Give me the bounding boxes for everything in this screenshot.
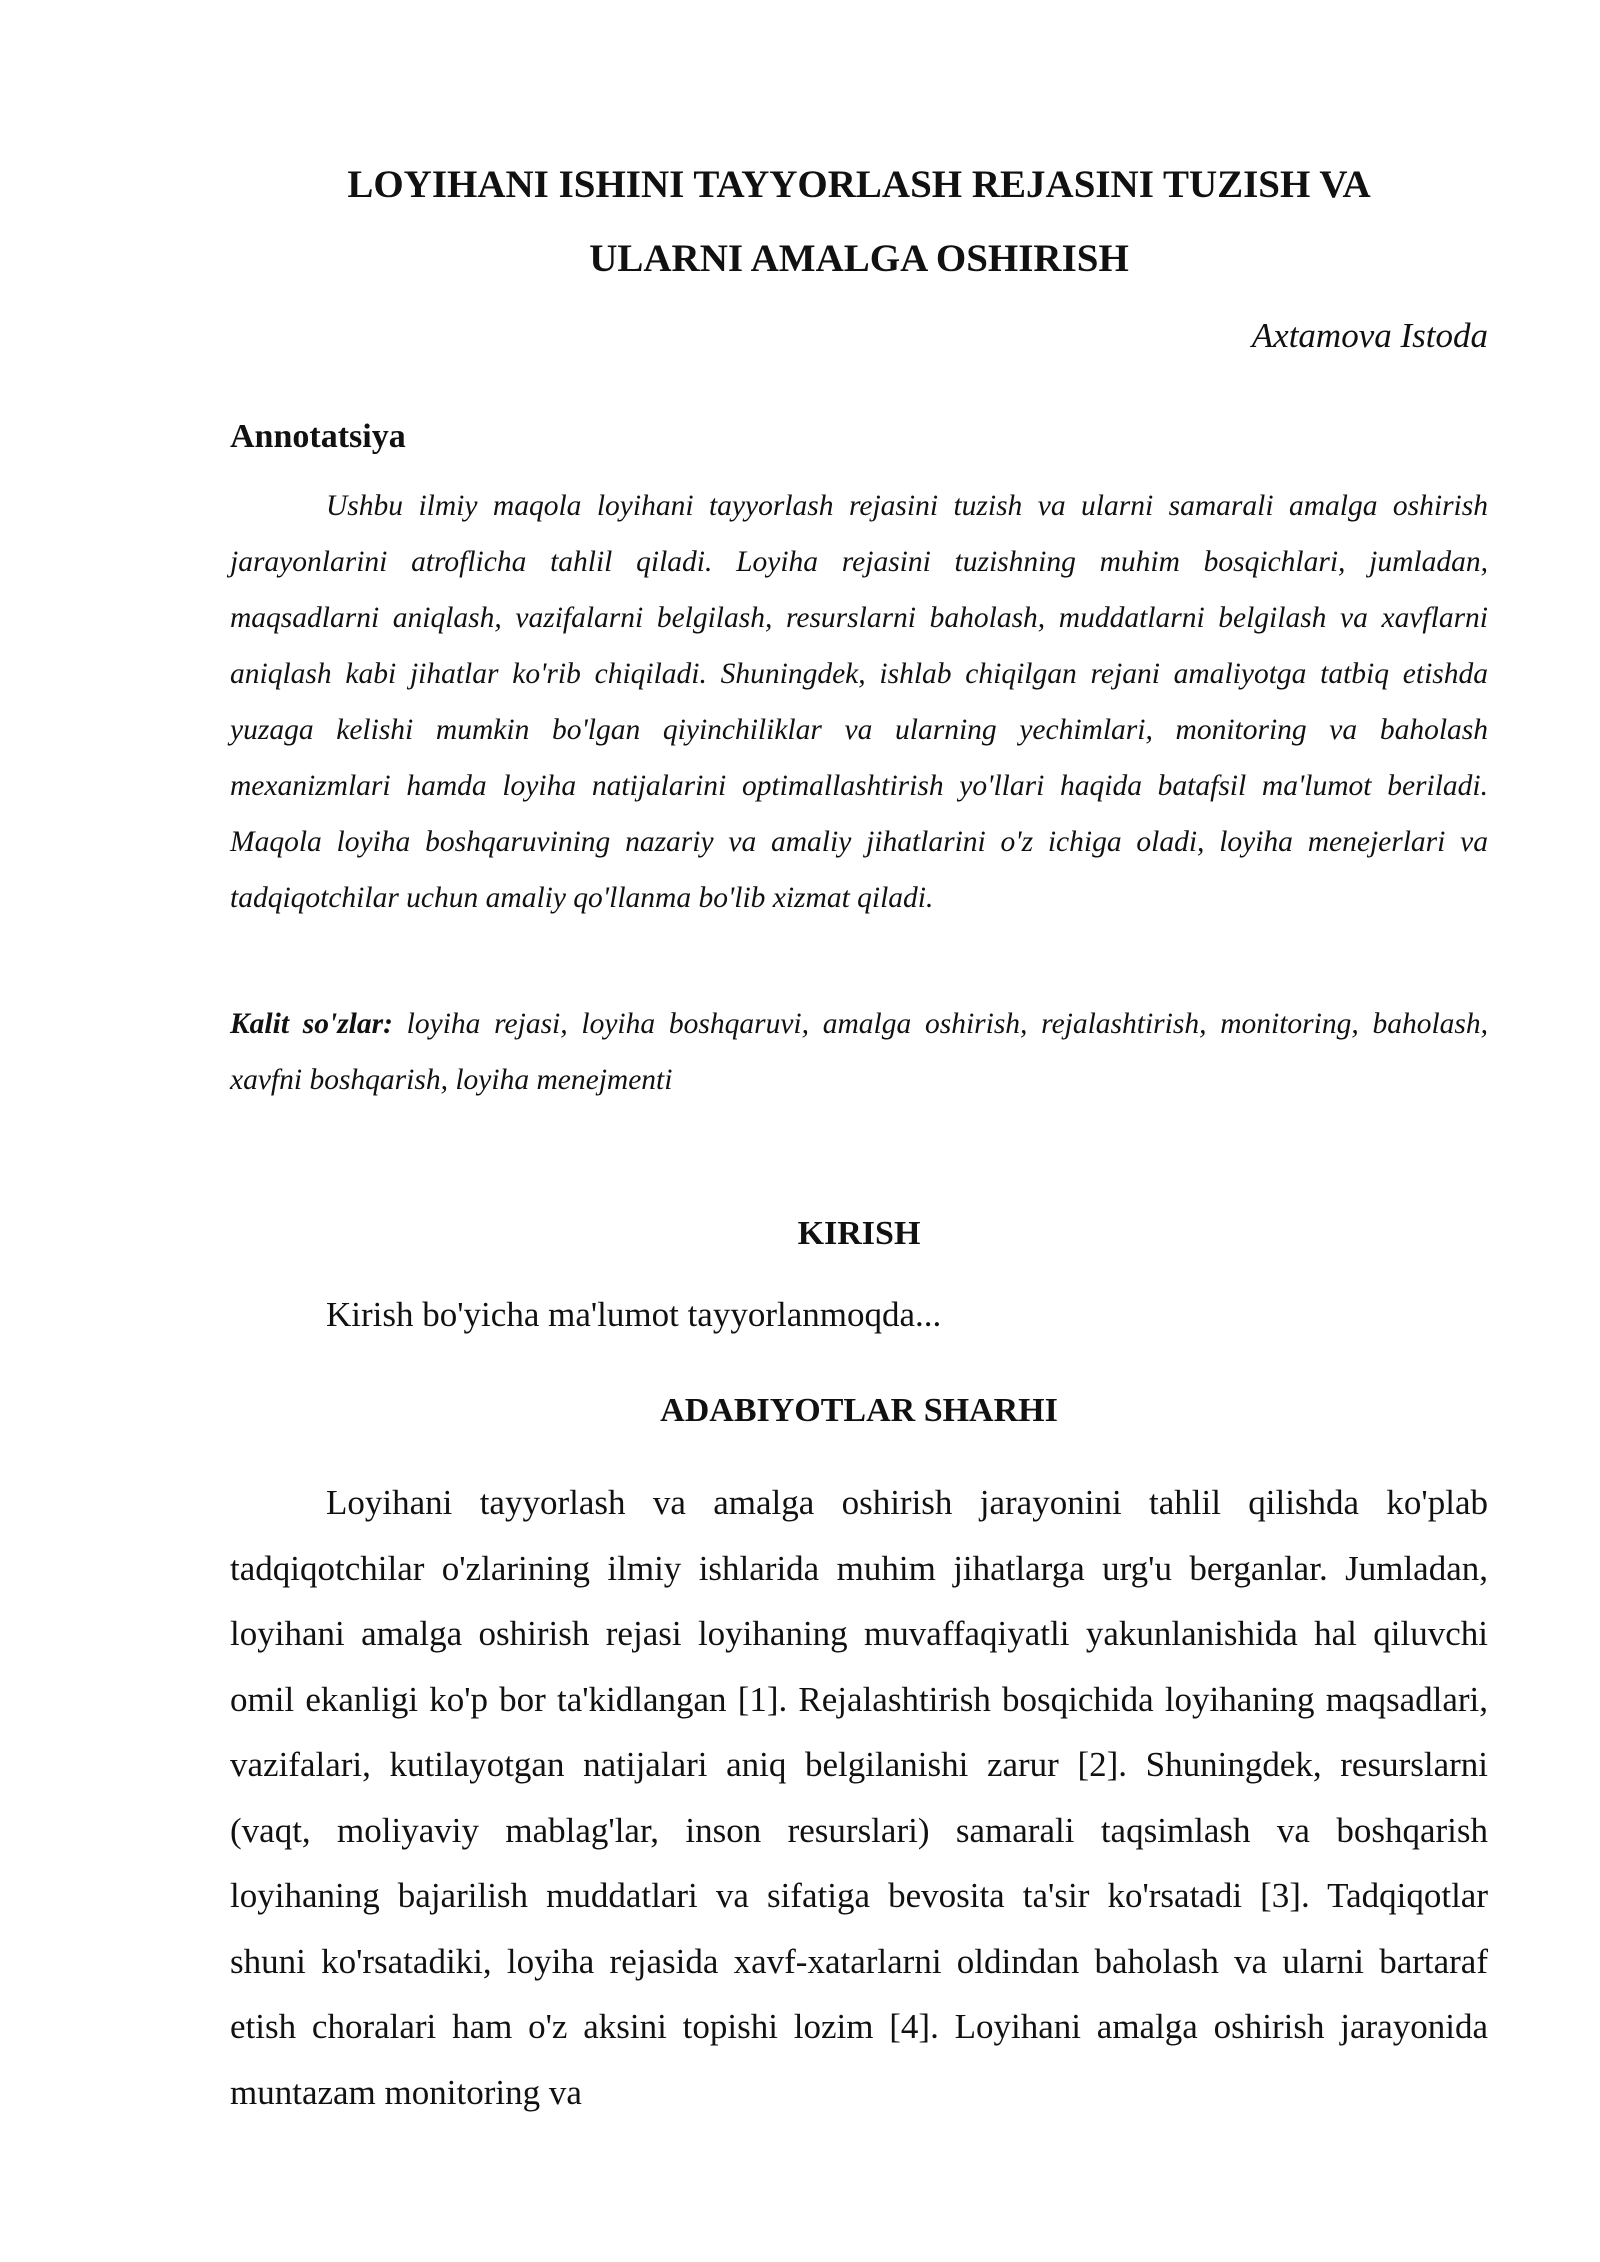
keywords-label: Kalit so'zlar:	[230, 1008, 393, 1040]
annotation-heading: Annotatsiya	[230, 418, 406, 455]
literature-review-heading: ADABIYOTLAR SHARHI	[660, 1392, 1058, 1429]
intro-heading: KIRISH	[797, 1215, 921, 1252]
literature-review-text: Loyihani tayyorlash va amalga oshirish jarayonini tahlil qilishda ko'plab tadqiqotchilar o'zlarining ilmiy ishlarida muhim jihatlarga urg'u berganlar. Jumladan, loyihani amalga oshirish rejasi loyihaning muvaffaqiyatli yakunlanishida hal qiluvchi omil ekanligi ko'p bor ta'kidlangan [1]. Rejalashtirish bosqichida loyihaning maqsadlari, vazifalari, kutilayotgan natijalari aniq belgilanishi zarur [2]. Shuningdek, resurslarni (vaqt, moliyaviy mablag'lar, inson resurslari) samarali taqsimlash va boshqarish loyihaning bajarilish muddatlari va sifatiga bevosita ta'sir ko'rsatadi [3]. Tadqiqotlar shuni ko'rsatadiki, loyiha rejasida xavf-xatarlarni oldindan baholash va ularni bartaraf etish choralari ham o'z aksini topishi lozim [4]. Loyihani amalga oshirish jarayonida muntazam monitoring va	[230, 1483, 1488, 2112]
abstract-text: Ushbu ilmiy maqola loyihani tayyorlash rejasini tuzish va ularni samarali amalga oshirish jarayonlarini atroflicha tahlil qiladi. Loyiha rejasini tuzishning muhim bosqichlari, jumladan, maqsadlarni aniqlash, vazifalarni belgilash, resurslarni baholash, muddatlarni belgilash va xavflarni aniqlash kabi jihatlar ko'rib chiqiladi. Shuningdek, ishlab chiqilgan rejani amaliyotga tatbiq etishda yuzaga kelishi mumkin bo'lgan qiyinchiliklar va ularning yechimlari, monitoring va baholash mexanizmlari hamda loyiha natijalarini optimallashtirish yo'llari haqida batafsil ma'lumot beriladi. Maqola loyiha boshqaruvining nazariy va amaliy jihatlarini o'z ichiga oladi, loyiha menejerlari va tadqiqotchilar uchun amaliy qo'llanma bo'lib xizmat qiladi.	[230, 490, 1488, 914]
keywords-list: loyiha rejasi, loyiha boshqaruvi, amalga oshirish, rejalashtirish, monitoring, baholash, xavfni boshqarish, loyiha menejmenti	[230, 1008, 1489, 1096]
author-name: Axtamova Istoda	[1251, 316, 1488, 355]
title-line-2: ULARNI AMALGA OSHIRISH	[589, 237, 1129, 280]
paper-title	[230, 148, 1488, 296]
intro-text: Kirish bo'yicha ma'lumot tayyorlanmoqda...	[326, 1295, 942, 1334]
keywords-paragraph	[230, 996, 1488, 1108]
title-line-1: LOYIHANI ISHINI TAYYORLASH REJASINI TUZISH VA	[347, 163, 1371, 206]
